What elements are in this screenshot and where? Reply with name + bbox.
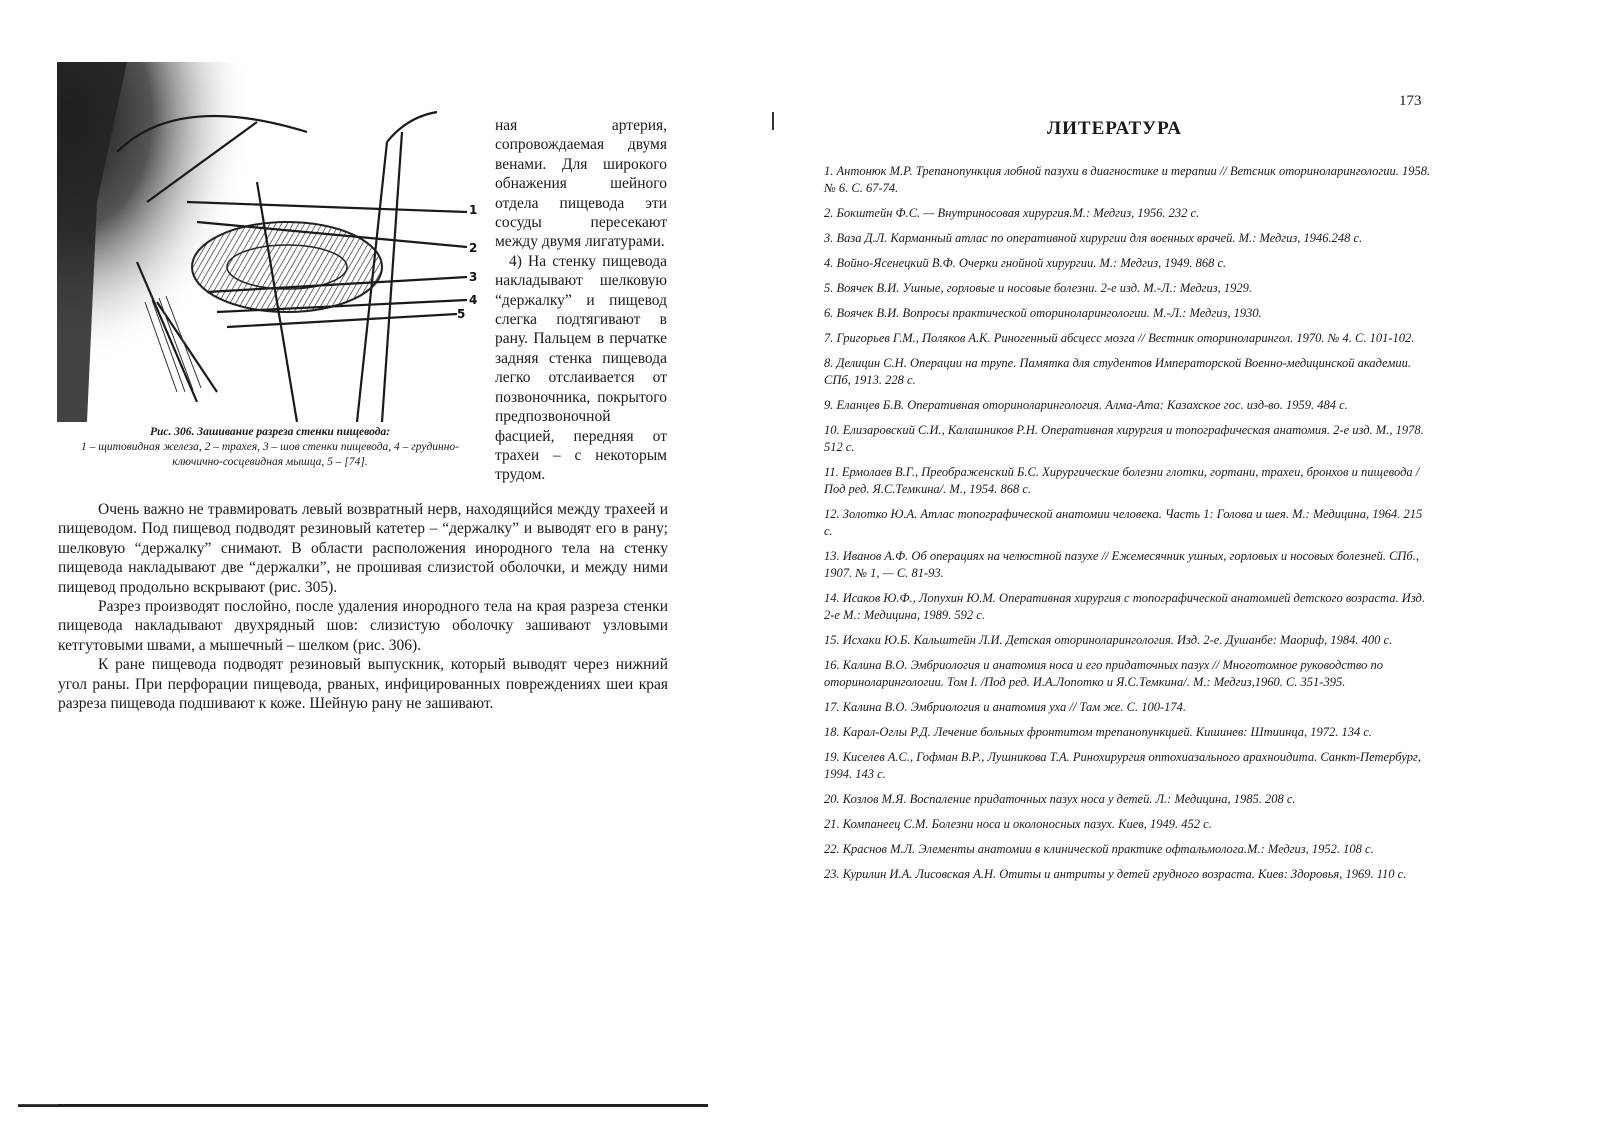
reference-item: 10. Елизаровский С.И., Калашников Р.Н. Оперативная хирургия и топографическая анатомия. 2-е изд. М., 1978. 512 с.	[824, 423, 1424, 454]
reference-item: 6. Воячек В.И. Вопросы практической оториноларингологии. М.-Л.: Медгиз, 1930.	[824, 306, 1262, 320]
reference-item: 20. Козлов М.Я. Воспаление придаточных пазух носа у детей. Л.: Медицина, 1985. 208 с.	[824, 792, 1296, 806]
figure-label-5: 5	[457, 307, 466, 321]
left-page	[0, 0, 780, 1132]
figure-label-4: 4	[469, 293, 478, 307]
right-page	[780, 0, 1600, 1132]
page-bottom-rule	[18, 1104, 708, 1107]
reference-item: 7. Григорьев Г.М., Поляков А.К. Риногенный абсцесс мозга // Вестник оториноларингол. 1970. № 4. С. 101-102.	[824, 331, 1415, 345]
figure-caption	[60, 425, 480, 470]
figure-label-2: 2	[469, 241, 478, 255]
reference-item: 5. Воячек В.И. Ушные, горловые и носовые болезни. 2-е изд. М.-Л.: Медгиз, 1929.	[824, 281, 1253, 295]
caption-text: 1 – щитовидная железа, 2 – трахея, 3 – шов стенки пищевода, 4 – грудинно-ключично-сосцевидная мышца, 5 – [74].	[81, 441, 459, 468]
gutter-mark	[772, 112, 774, 130]
reference-item: 23. Курилин И.А. Лисовская А.Н. Отиты и антриты у детей грудного возраста. Киев: Здоровья, 1969. 110 с.	[824, 867, 1407, 881]
reference-item: 15. Исхаки Ю.Б. Кальштейн Л.И. Детская оториноларингология. Изд. 2-е. Душанбе: Маориф, 1984. 400 с.	[824, 633, 1393, 647]
side-paragraph-2: 4) На стенку пищевода накладывают шелковую “держалку” и пищевод слегка подтягивают в рану. Пальцем в перчатке задняя стенка пищевода легко отслаивается от позвоночника, покрытого предпозвоночной фасцией, передняя от трахеи – с некоторым трудом.	[495, 252, 667, 484]
reference-item: 8. Делицин С.Н. Операции на трупе. Памятка для студентов Императорской Военно-медицинской академии. СПб, 1913. 228 с.	[824, 356, 1411, 387]
reference-item: 4. Войно-Ясенецкий В.Ф. Очерки гнойной хирургии. М.: Медгиз, 1949. 868 с.	[824, 256, 1227, 270]
literature-heading: ЛИТЕРАТУРА	[1047, 118, 1183, 139]
esophagus-suture-drawing	[57, 62, 487, 422]
reference-item: 11. Ермолаев В.Г., Преображенский Б.С. Хирургические болезни глотки, гортани, трахеи, бронхов и пищевода / Под ред. Я.С.Темкина/. М., 1954. 868 с.	[824, 465, 1420, 496]
reference-item: 17. Калина В.О. Эмбриология и анатомия уха // Там же. С. 100-174.	[824, 700, 1186, 714]
page-number: 173	[1399, 93, 1422, 109]
reference-list	[824, 163, 1432, 891]
reference-item: 9. Еланцев Б.В. Оперативная оториноларингология. Алма-Ата: Казахское гос. изд-во. 1959. 484 с.	[824, 398, 1348, 412]
main-paragraph-1: Очень важно не травмировать левый возвратный нерв, находящийся между трахеей и пищеводом. Под пищевод подводят резиновый катетер – “держалку” и выводят его в рану; шелковую “держалку” снимают. В области расположения инородного тела на стенку пищевода накладывают две “держалки”, не прошивая слизистой оболочки, и между ними пищевод продольно вскрывают (рис. 305).	[58, 501, 668, 596]
figure-label-1: 1	[469, 203, 478, 217]
figure-label-3: 3	[469, 270, 478, 284]
reference-item: 12. Золотко Ю.А. Атлас топографической анатомии человека. Часть 1: Голова и шея. М.: Медицина, 1964. 215 с.	[824, 507, 1423, 538]
side-paragraph-1: ная артерия, сопровождаемая двумя венами. Для широкого обнажения шейного отдела пищевода эти сосуды пересекают между двумя лигатурами.	[495, 117, 667, 251]
surgical-illustration	[57, 62, 487, 422]
reference-item: 19. Киселев А.С., Гофман В.Р., Лушникова Т.А. Ринохирургия оптохиазального арахноидита. Санкт-Петербург, 1994. 143 с.	[824, 750, 1422, 781]
reference-item: 1. Антонюк М.Р. Трепанопункция лобной пазухи в диагностике и терапии // Ветсник оториноларингологии. 1958. № 6. С. 67-74.	[824, 164, 1431, 195]
caption-title: Рис. 306. Зашивание разреза стенки пищевода:	[149, 426, 391, 438]
reference-item: 13. Иванов А.Ф. Об операциях на челюстной пазухе // Ежемесячник ушных, горловых и носовых болезней. СПб., 1907. № 1, — С. 81-93.	[824, 549, 1419, 580]
reference-item: 18. Карал-Оглы Р.Д. Лечение больных фронтитом трепанопункцией. Кишинев: Штиинца, 1972. 134 с.	[824, 725, 1373, 739]
main-text-block	[58, 500, 668, 713]
side-text-column	[495, 116, 667, 485]
reference-item: 16. Калина В.О. Эмбриология и анатомия носа и его придаточных пазух // Многотомное руководство по оториноларингологии. Том I. /Под ред. И.А.Лопотко и Я.С.Темкина/. М.: Медгиз,1960. С. 351-395.	[824, 658, 1384, 689]
main-paragraph-2: Разрез производят послойно, после удаления инородного тела на края разреза стенки пищевода накладывают двухрядный шов: слизистую оболочку зашивают узловыми кетгутовыми швами, а мышечный – шелком (рис. 306).	[58, 598, 668, 654]
main-paragraph-3: К ране пищевода подводят резиновый выпускник, который выводят через нижний угол раны. При перфорации пищевода, рваных, инфицированных повреждениях шеи края разреза пищевода подшивают к коже. Шейную рану не зашивают.	[58, 656, 668, 713]
reference-item: 3. Ваза Д.Л. Карманный атлас по оперативной хирургии для военных врачей. М.: Медгиз, 1946.248 с.	[824, 231, 1363, 245]
reference-item: 22. Краснов М.Л. Элементы анатомии в клинической практике офтальмолога.М.: Медгиз, 1952. 108 с.	[824, 842, 1374, 856]
reference-item: 2. Бокштейн Ф.С. — Внутриносовая хирургия.М.: Медгиз, 1956. 232 с.	[824, 206, 1200, 220]
reference-item: 21. Компанеец С.М. Болезни носа и околоносных пазух. Киев, 1949. 452 с.	[824, 817, 1212, 831]
reference-item: 14. Исаков Ю.Ф., Лопухин Ю.М. Оперативная хирургия с топографической анатомией детского возраста. Изд. 2-е М.: Медицина, 1989. 592 с.	[824, 591, 1425, 622]
